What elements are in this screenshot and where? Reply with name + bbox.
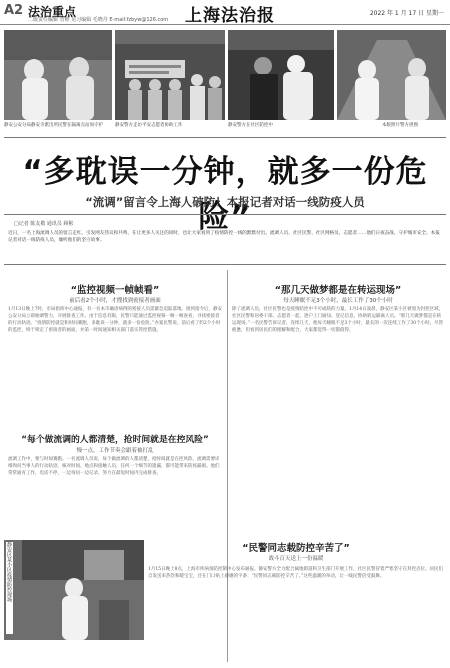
section-4-title: “民警同志载防控辛苦了”	[242, 543, 350, 554]
section-3-deck: 慢一点，工作节奏会跟着被打乱	[76, 448, 154, 454]
divider	[4, 214, 446, 215]
masthead	[0, 0, 450, 25]
headline: “多耽误一分钟，就多一份危险”	[22, 154, 428, 235]
photo-caption-3: 静安警方在社区防控中	[228, 123, 273, 128]
quote-mark	[26, 142, 40, 189]
section-4-body: 1月15日晚上8点，上海市疾病预防控制中心发布通报。静安警方全力配合属地街道和卫生部门开展工作，社区民警冒着严寒坚守在封控点位。居民们自发送来热饮和暖宝宝，还在门口贴上感谢的字条：“民警同志载防控辛苦了。”这些温暖的举动，让一线民警倍受鼓舞。	[148, 567, 443, 579]
section-1-deck: 前后看2个小时，才搜找到密接者画面	[69, 298, 161, 304]
divider	[4, 137, 446, 138]
inset-photo-caption: 静安区某小区疫情防控现场	[6, 542, 13, 634]
divider	[4, 264, 446, 265]
lead-paragraph: 近日，一名上海流调人员的留言走红。引发网友热议和共鸣，在让更多人关注的同时，也让大家看到了疫情防控一线的默默付出。流调人员、社区民警、社区网格员、志愿者……他们日夜奋战、守护城市安全。本报记者对话一线防疫人员，倾听他们的坚守故事。	[8, 231, 440, 243]
section-2-title: “那几天做梦都是在转运现场”	[274, 285, 402, 296]
photo-2	[115, 30, 225, 120]
photo-caption-2: 静安警方走访平安志愿者协助工作	[115, 123, 183, 128]
newspaper-name: 上海法治报	[185, 6, 275, 26]
inset-photo	[4, 540, 144, 640]
photo-4	[337, 30, 446, 120]
editor-line: 二级责任编辑 管维 见习编辑 毛晓丹 E-mail:fzbyw@126.com	[28, 17, 169, 23]
section-4-deck: 战斗百天送上一份温暖	[268, 556, 324, 562]
page-number: A2	[4, 3, 24, 18]
section-2-body: 除了流调人员，社区民警也是疫情防控中不可或缺的力量。1月14日凌晨，静安区某小区被划为封控区域，社区民警和居委干部、志愿者一起，逐户上门通知、登记信息，协助转运隔离人员。“那几天做梦都是在转运现场。”一名民警告诉记者，连续几天，他每天睡眠不足3个小时，最长的一次连续工作了30个小时。尽管疲惫，但看到居民们的理解和配合，大家都觉得一切都值得。	[232, 307, 444, 333]
section-title: 法治重点	[28, 5, 77, 19]
subheadline: “流调”留言令上海人破防！本报记者对话一线防疫人员	[85, 195, 365, 209]
photo-1	[4, 30, 112, 120]
section-1-body: 1月13日晚上7时，市局指挥中心通报，有一名本市确诊病例的密接人员需紧急追踪落地。接到指令后，静安公安分局立即抽调警力，开展排查工作。由于信息有限，民警只能通过监控视频一帧一帧查看，寻找密接者的行动轨迹。“疫情防控就是和时间赛跑，多耽误一分钟，就多一份危险。”办案民警说。前后看了约2个小时的监控，终于锁定了密接者的画面，并第一时间通知相关部门落实管控措施。	[8, 307, 222, 333]
section-2-deck: 每天睡眠不足3个小时，最长工作了30个小时	[283, 298, 393, 304]
section-3-body: 流调工作中，要与时间赛跑。一名流调人员说，每个做流调的人都清楚，抢时间就是在控风险。流调需要详细询问当事人的行动轨迹，核对时间、地点和接触人员，任何一个细节的遗漏，都可能带来防疫漏洞。他们常常通宵工作，电话不停，一边询问一边记录，努力在最短时间内完成排查。	[8, 457, 220, 476]
photo-caption-1: 静安公安分局静安寺派出所民警在隔离点站岗守护	[4, 123, 103, 128]
issue-date: 2022 年 1 月 17 日 星期一	[369, 10, 444, 17]
section-3-title: “每个做流调的人都清楚，抢时间就是在控风险”	[21, 435, 209, 445]
photo-3	[228, 30, 334, 120]
section-1-title: “监控视频一帧帧看”	[70, 285, 160, 296]
photo-credit: 本版照片警方供图	[382, 123, 418, 128]
photo-strip	[4, 30, 446, 132]
byline: □记者 陈友敬 通讯员 顾彬	[14, 221, 74, 227]
